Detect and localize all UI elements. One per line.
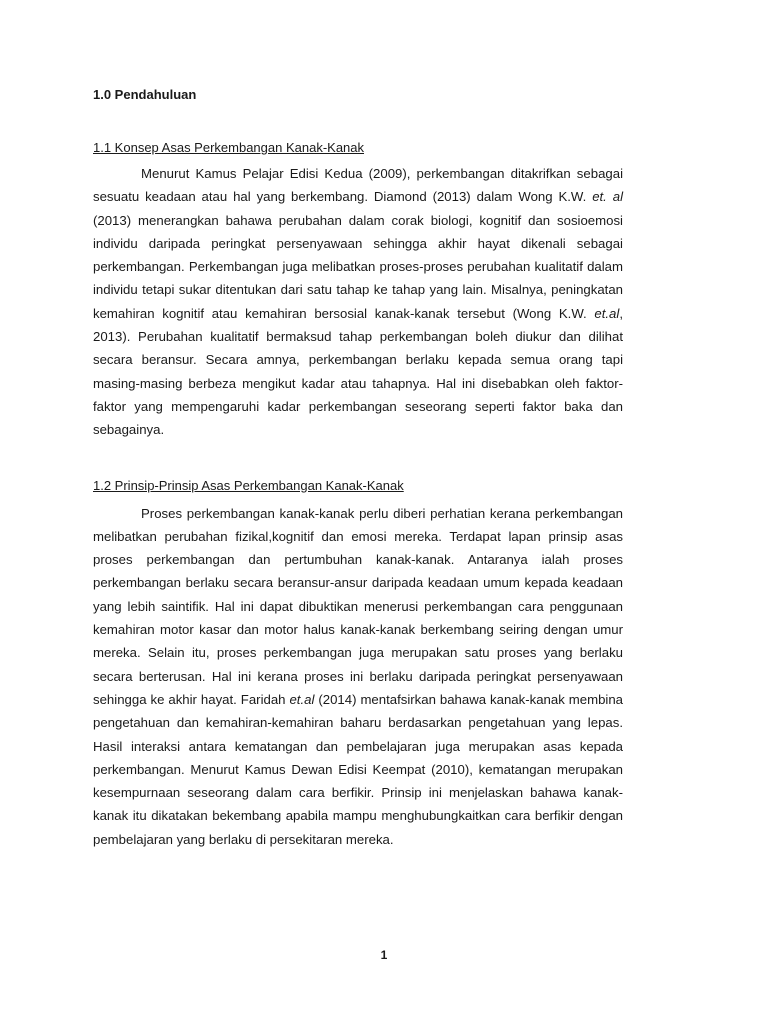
italic-citation: et. al [592,189,623,205]
section-1-paragraph [93,162,623,442]
paragraph-text: , 2013). Perubahan kualitatif bermaksud tahap perkembangan boleh diukur dan dilihat secara beransur. Secara amnya, perkembangan berlaku kepada semua orang tapi masing-masing berbeza mengikut kadar atau tahapnya. Hal ini disebabkan oleh faktor-faktor yang mempengaruhi kadar perkembangan seseorang seperti faktor baka dan sebagainya. [93,305,623,438]
paragraph-text: Proses perkembangan kanak-kanak perlu diberi perhatian kerana perkembangan melibatkan perubahan fizikal,kognitif dan emosi mereka. Terdapat lapan prinsip asas proses perkembangan dan pertumbuhan kanak-kanak. Antaranya ialah proses perkembangan berlaku secara beransur-ansur daripada keadaan umum kepada keadaan yang lebih saintifik. Hal ini dapat dibuktikan menerusi perkembangan cara penggunaan kemahiran motor kasar dan motor halus kanak-kanak berkembang seiring dengan umur mereka. Selain itu, proses perkembangan juga merupakan satu proses yang berlaku secara berterusan. Hal ini kerana proses ini berlaku daripada peringkat persenyawaan sehingga ke akhir hayat. Faridah [93,505,623,707]
document-body [93,85,623,851]
paragraph-text: (2014) mentafsirkan bahawa kanak-kanak membina pengetahuan dan kemahiran-kemahiran baharu berdasarkan pengetahuan yang lepas. Hasil interaksi antara kematangan dan pembelajaran juga merupakan asas kepada perkembangan. Menurut Kamus Dewan Edisi Keempat (2010), kematangan merupakan kesempurnaan seseorang dalam cara berfikir. Prinsip ini menjelaskan bahawa kanak-kanak itu dikatakan bekembang apabila mampu menghubungkaitkan cara berfikir dengan pembelajaran yang berlaku di persekitaran mereka. [93,691,624,847]
paragraph-text: (2013) menerangkan bahawa perubahan dalam corak biologi, kognitif dan sosioemosi individu daripada peringkat persenyawaan sehingga akhir hayat dikenali sebagai perkembangan. Perkembangan juga melibatkan proses-proses perubahan kualitatif dalam individu tetapi sukar ditentukan dari satu tahap ke tahap yang lain. Misalnya, peningkatan kemahiran kognitif atau kemahiran bersosial kanak-kanak tersebut (Wong K.W. [93,212,623,321]
section-1-title: 1.1 Konsep Asas Perkembangan Kanak-Kanak [93,140,365,155]
main-heading: 1.0 Pendahuluan [93,87,197,102]
paragraph-text: Menurut Kamus Pelajar Edisi Kedua (2009), perkembangan ditakrifkan sebagai sesuatu keadaan atau hal yang berkembang. Diamond (2013) dalam Wong K.W. [93,166,623,205]
italic-citation: et.al [289,691,315,707]
section-2-paragraph [93,502,623,851]
page-number: 1 [380,948,388,962]
italic-citation: et.al [594,305,620,321]
section-2-title: 1.2 Prinsip-Prinsip Asas Perkembangan Kanak-Kanak [93,477,404,493]
